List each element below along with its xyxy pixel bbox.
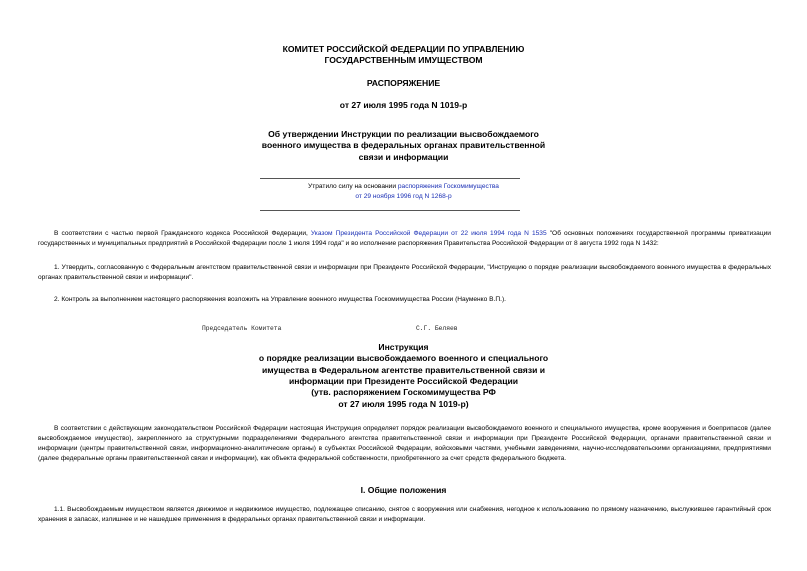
repeal-order-link[interactable]: распоряжения Госкомимущества (397, 183, 499, 190)
instruction-subtitle-3: информации при Президенте Российской Федерации (288, 376, 519, 387)
issuer-heading (0, 44, 807, 67)
document-title (0, 129, 807, 163)
title-line-3: связи и информации (358, 151, 449, 162)
document-date: от 27 июля 1995 года N 1019-р (339, 100, 468, 110)
repeal-order-link-date[interactable]: от 29 ноября 1996 год N 1268-р (355, 192, 452, 200)
instruction-subtitle-1: о порядке реализации высвобождаемого военного и специального (258, 353, 549, 364)
document-type: РАСПОРЯЖЕНИЕ (366, 78, 441, 88)
repeal-note-text: Утратило силу на основании (308, 183, 398, 190)
preamble-paragraph (38, 229, 771, 249)
signatory-title: Председатель Комитета (202, 325, 282, 332)
issuer-line-1: КОМИТЕТ РОССИЙСКОЙ ФЕДЕРАЦИИ ПО УПРАВЛЕНИЮ (282, 44, 525, 54)
preamble-text-2: "Об основных положениях государственной программы приватизации государственных и муниципальных предприятий в Российской Федерации после 1 июля 1994 года" и во исполнение распоряжения Правительства Российской Федерации от 8 августа 1992 года N 1432: (38, 230, 771, 247)
signatory-name: С.Г. Беляев (416, 325, 458, 332)
instruction-heading (0, 342, 807, 410)
title-line-2: военного имущества в федеральных органах правительственной (261, 140, 546, 151)
clause-1: 1. Утвердить, согласованную с Федеральным агентством правительственной связи и информации при Президенте Российской Федерации, "Инструкцию о порядке реализации высвобождаемого военного имущества в федеральных органах правительственной связи и информации". (38, 264, 771, 281)
divider-bottom (260, 210, 520, 211)
clause-2: 2. Контроль за выполнением настоящего распоряжения возложить на Управление военного имущества Госкомимущества России (Науменко В.П.). (54, 296, 506, 303)
repeal-note (0, 182, 807, 202)
issuer-line-2: ГОСУДАРСТВЕННЫМ ИМУЩЕСТВОМ (324, 55, 483, 66)
preamble-text-1: В соответствии с частью первой Гражданского кодекса Российской Федерации, (54, 230, 311, 237)
divider-top (260, 178, 520, 179)
instruction-title: Инструкция (378, 342, 429, 352)
section-heading: I. Общие положения (360, 485, 447, 495)
instruction-subtitle-2: имущества в Федеральном агентстве правительственной связи и (261, 364, 546, 375)
instruction-approval: (утв. распоряжением Госкомимущества РФ (311, 387, 496, 398)
instruction-intro: В соответствии с действующим законодательством Российской Федерации настоящая Инструкция определяет порядок реализации высвобождаемого военного и специального имущества, кроме вооружения и боеприпасов (далее высвобождаемое имущество), закрепленного за структурными подразделениями Федерального агентства правительственной связи и информации при Президенте Российской Федерации, органами правительственной связи и информации (центры правительственной связи, информационно-аналитические органы) в субъектах Российской Федерации, войсковыми частями, учебными заведениями, научно-исследовательскими организациями, предприятиями (далее федеральные органы правительственной связи и информации), как объекта федеральной собственности, приобретенного за счет средств федерального бюджета. (38, 425, 771, 462)
repeal-note-line-2 (0, 192, 807, 202)
instruction-approval-date: от 27 июля 1995 года N 1019-р) (338, 398, 469, 409)
clause-1-1: 1.1. Высвобождаемым имуществом является движимое и недвижимое имущество, подлежащее списанию, снятое с вооружения или снабжения, негодное к использованию по прямому назначению, выслужившее гарантийный срок хранения в запасах, излишнее и не нашедшее применения в федеральных органах правительственной связи и информации. (38, 506, 771, 523)
repeal-note-line-1 (0, 182, 807, 192)
title-line-1: Об утверждении Инструкции по реализации высвобождаемого (268, 129, 539, 139)
decree-link[interactable]: Указом Президента Российской Федерации от 22 июля 1994 года N 1535 (310, 230, 547, 237)
